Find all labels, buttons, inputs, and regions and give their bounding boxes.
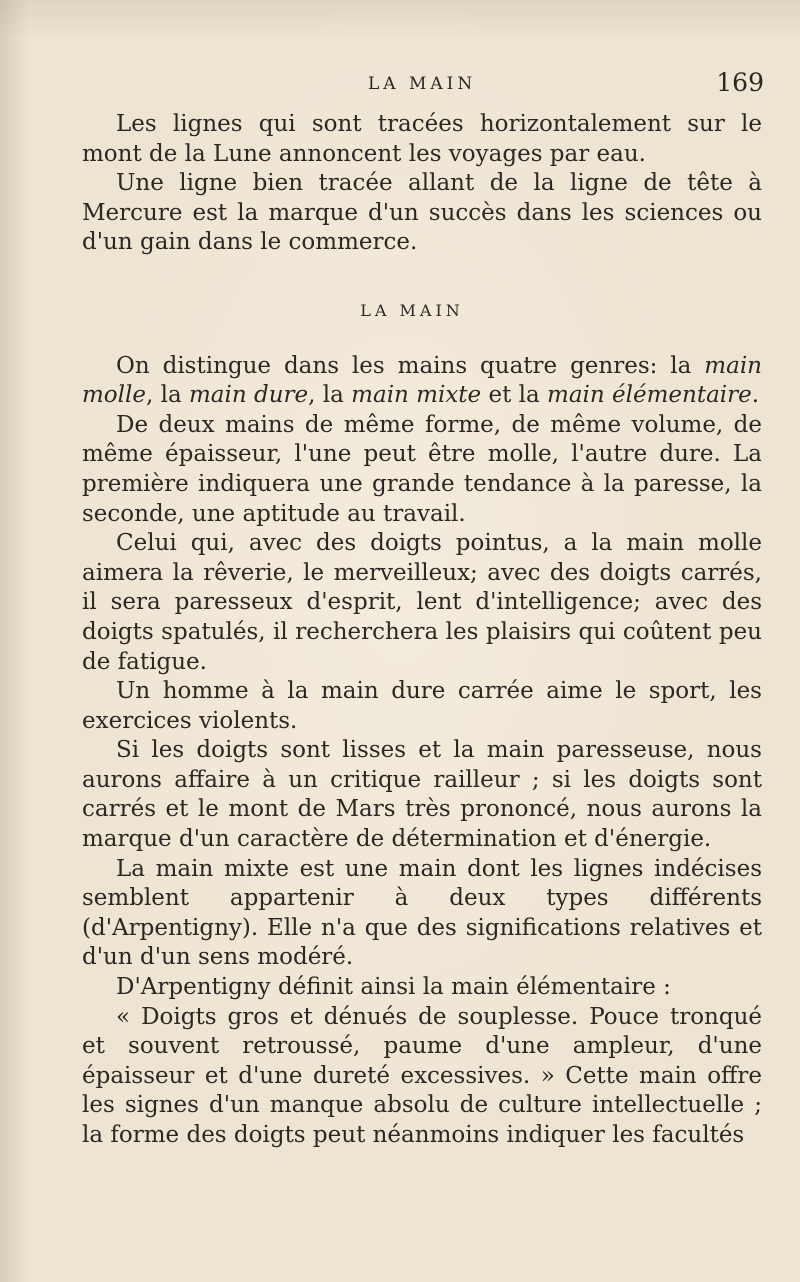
paragraph: La main mixte est une main dont les lignes indécises semblent appartenir à deux types différents (d'Arpentigny). Elle n'a que des significations relatives et d'un d'un sens modéré. [82, 855, 762, 971]
term-main-molle: main molle [82, 352, 762, 409]
body-text [82, 110, 762, 1151]
paragraph: Si les doigts sont lisses et la main paresseuse, nous aurons affaire à un critique railleur ; si les doigts sont carrés et le mont de Mars très prononcé, nous aurons la marque d'un caractère de détermination et d'énergie. [82, 737, 762, 853]
intro-sep: , la [308, 382, 352, 409]
term-main-mixte: main mixte [351, 382, 482, 409]
intro-suffix: . [751, 382, 760, 409]
section-title: LA MAIN [360, 300, 464, 320]
running-title: LA MAIN [368, 74, 477, 94]
paragraph: De deux mains de même forme, de même volume, de même épaisseur, l'une peut être molle, l'autre dure. La première indiquera une grande tendance à la paresse, la seconde, une aptitude au travail. [82, 411, 762, 527]
paragraph: Un homme à la main dure carrée aime le sport, les exercices violents. [82, 678, 762, 734]
intro-sep: , la [145, 382, 189, 409]
page-number: 169 [716, 68, 764, 97]
paragraph-intro [82, 352, 762, 411]
intro-sep: et la [481, 382, 548, 409]
term-main-elementaire: main élémentaire [547, 382, 752, 409]
paragraph: Les lignes qui sont tracées horizontalement sur le mont de la Lune annoncent les voyages par eau. [82, 111, 762, 167]
term-main-dure: main dure [189, 382, 309, 409]
intro-prefix: On distingue dans les mains quatre genres: la [116, 352, 705, 379]
paragraph: Celui qui, avec des doigts pointus, a la main molle aimera la rêverie, le merveilleux; avec des doigts carrés, il sera paresseux d'esprit, lent d'intelligence; avec des doigts spatulés, il recherchera les plaisirs qui coûtent peu de fatigue. [82, 530, 762, 675]
paragraph: « Doigts gros et dénués de souplesse. Pouce tronqué et souvent retroussé, paume d'une ampleur, d'une épaisseur et d'une dureté excessives. » Cette main offre les signes d'un manque absolu de culture intellectuelle ; la forme des doigts peut néanmoins indiquer les facultés [82, 1003, 762, 1148]
paragraph: Une ligne bien tracée allant de la ligne de tête à Mercure est la marque d'un succès dans les sciences ou d'un gain dans le commerce. [82, 170, 762, 256]
running-head [84, 68, 764, 102]
paragraph: D'Arpentigny définit ainsi la main élémentaire : [116, 974, 671, 1001]
